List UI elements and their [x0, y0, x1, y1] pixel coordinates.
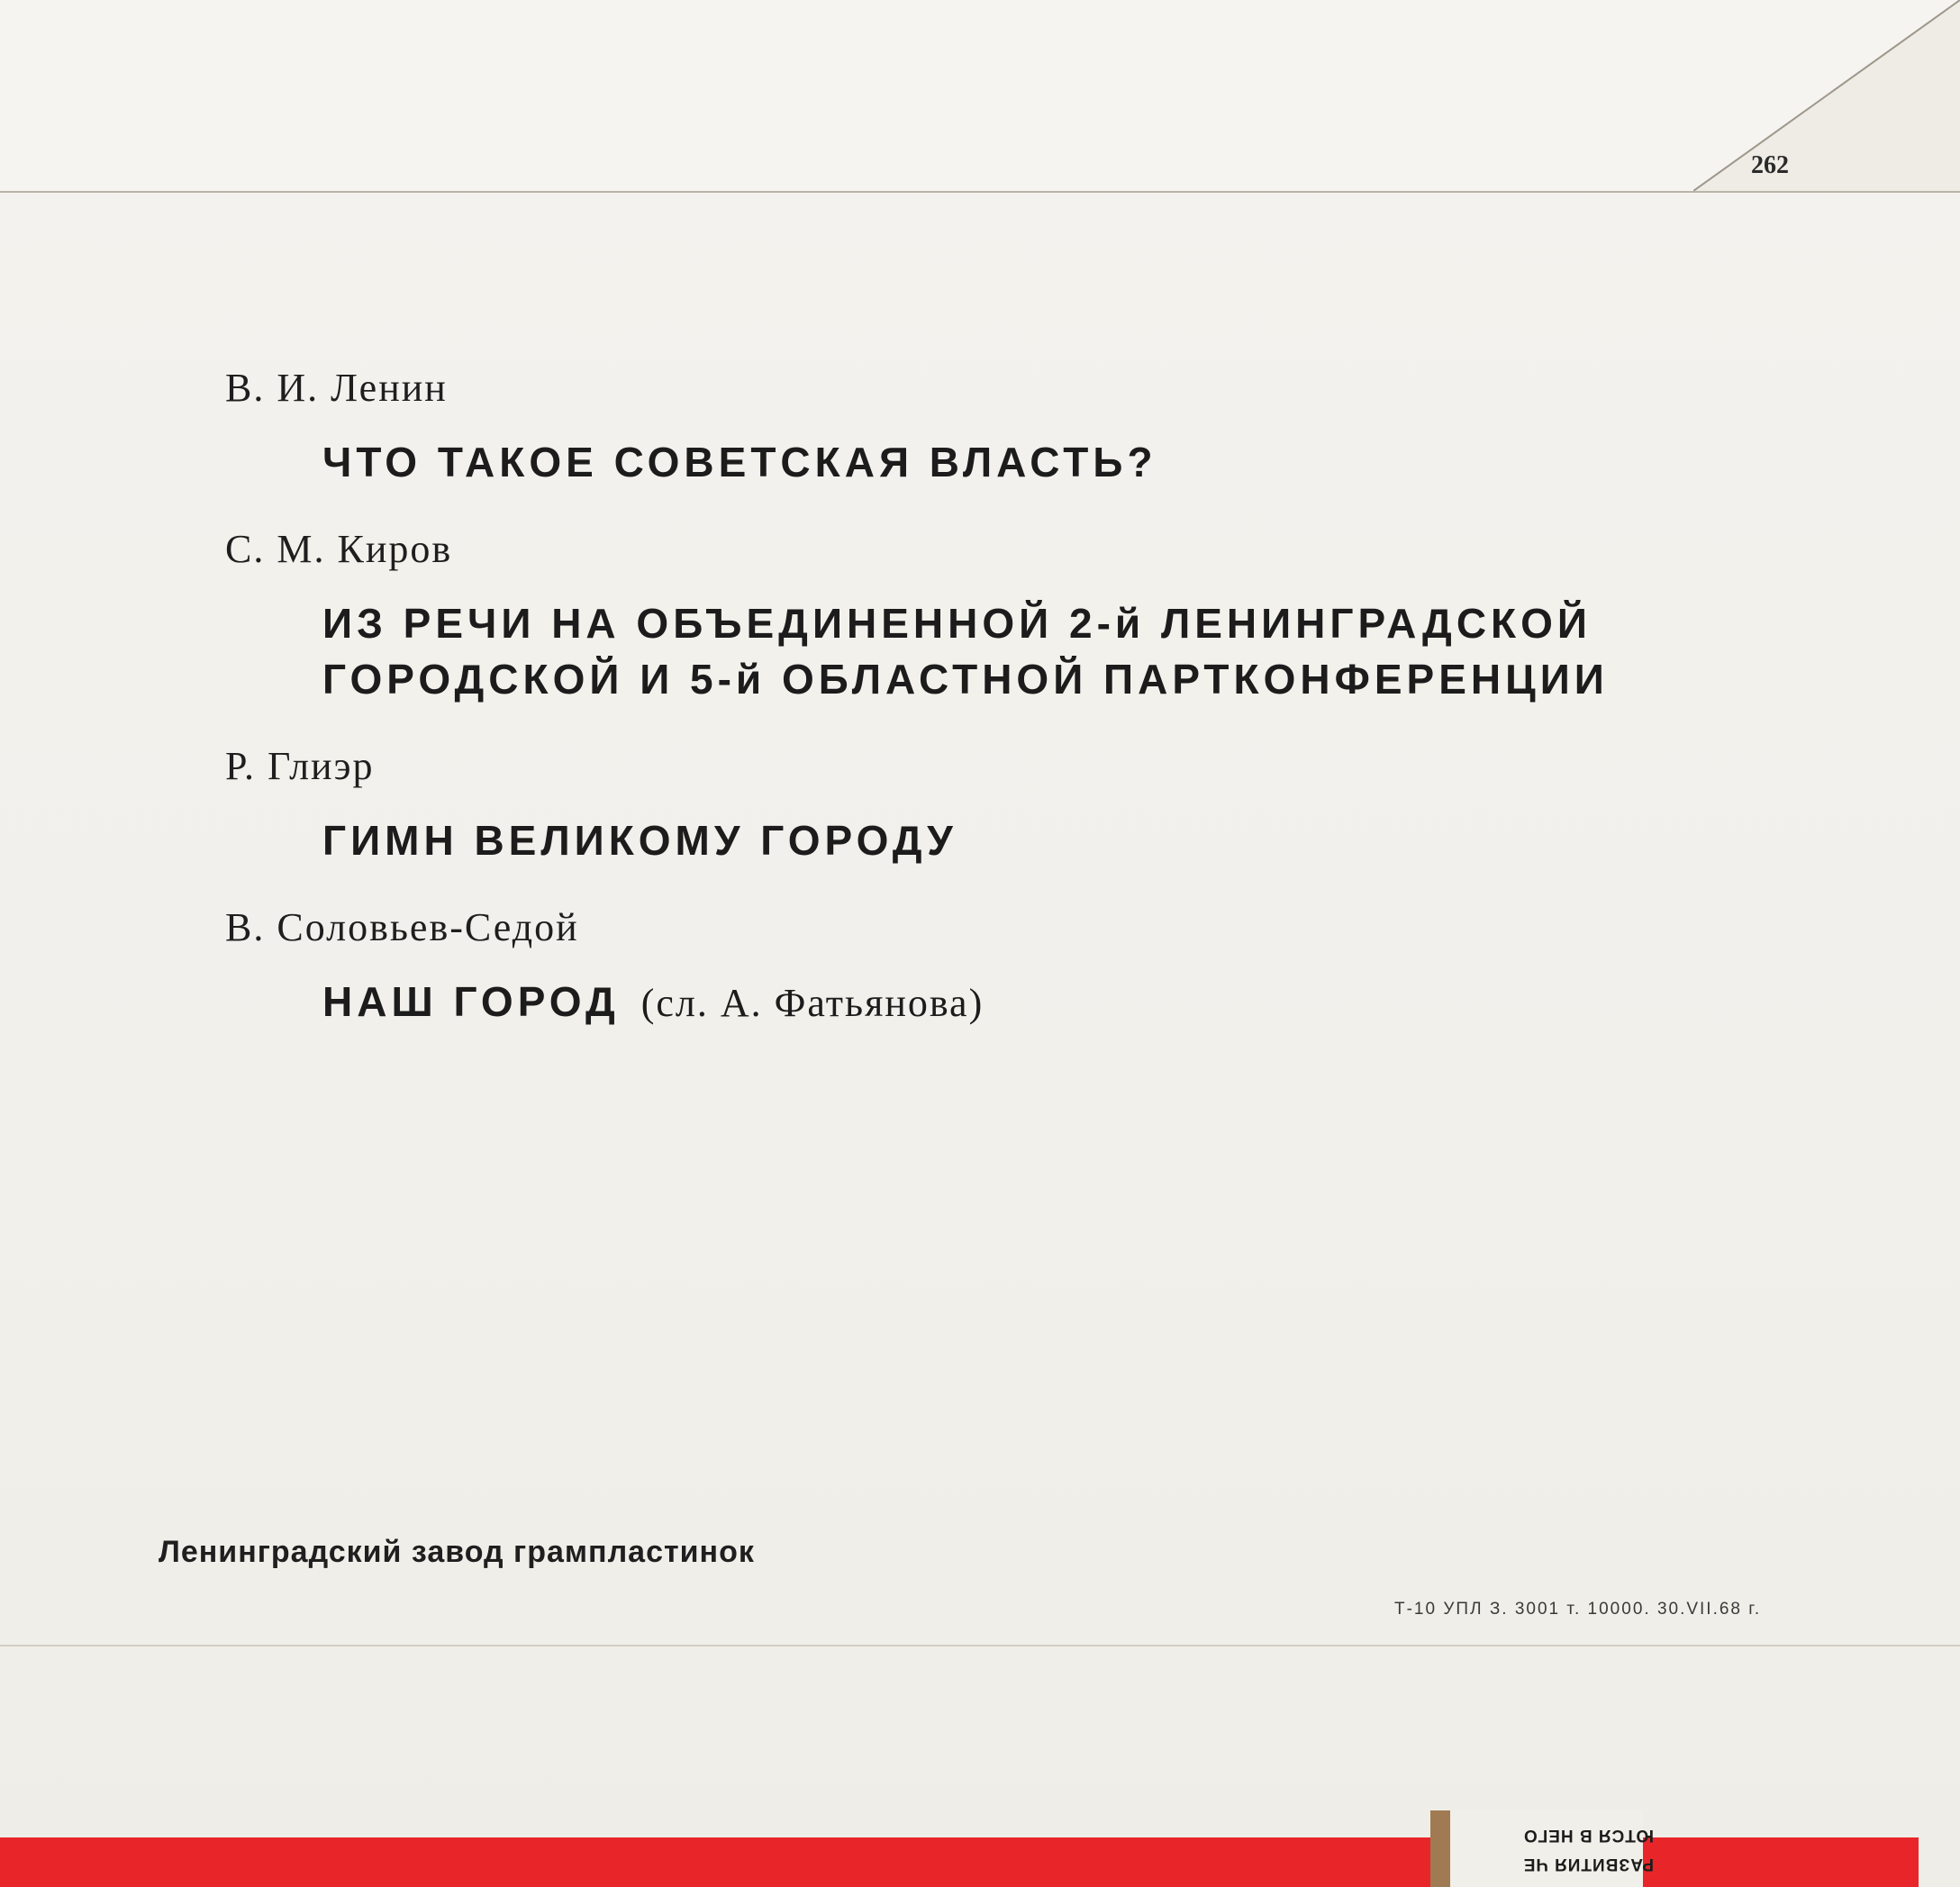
tab-text-line: РАЗВИТИЯ ЧЕ	[1522, 1855, 1654, 1873]
track-title: НАШ ГОРОД	[322, 978, 620, 1025]
bottom-fold-line	[0, 1645, 1960, 1647]
track-author: В. И. Ленин	[225, 366, 448, 410]
lyricist-credit: (сл. А. Фатьянова)	[640, 981, 985, 1025]
track-title: ГИМН ВЕЛИКОМУ ГОРОДУ	[322, 817, 957, 864]
track-author: С. М. Киров	[225, 527, 453, 571]
track-list	[225, 365, 1756, 1067]
label-tab	[1430, 1810, 1654, 1887]
tab-text-line: ЮТСЯ В НЕГО	[1522, 1826, 1654, 1845]
track-entry	[225, 526, 1756, 707]
track-title-line: ИЗ РЕЧИ НА ОБЪЕДИНЕННОЙ 2-й ЛЕНИНГРАДСКОЙ	[322, 600, 1592, 647]
track-author: Р. Глиэр	[225, 744, 375, 788]
track-title: ЧТО ТАКОЕ СОВЕТСКАЯ ВЛАСТЬ?	[322, 439, 1157, 485]
track-entry	[225, 365, 1756, 490]
track-author: В. Соловьев-Седой	[225, 905, 579, 949]
catalog-number: 262	[1751, 151, 1789, 179]
print-info: Т-10 УПЛ З. 3001 т. 10000. 30.VII.68 г.	[1394, 1600, 1762, 1619]
publisher: Ленинградский завод грампластинок	[159, 1535, 755, 1569]
track-entry	[225, 743, 1756, 868]
track-entry	[225, 904, 1756, 1031]
track-title-line: ГОРОДСКОЙ И 5-й ОБЛАСТНОЙ ПАРТКОНФЕРЕНЦИИ	[322, 656, 1609, 703]
top-flap	[0, 0, 1960, 193]
flap-corner	[1693, 0, 1960, 191]
track-title-row	[225, 974, 1756, 1031]
